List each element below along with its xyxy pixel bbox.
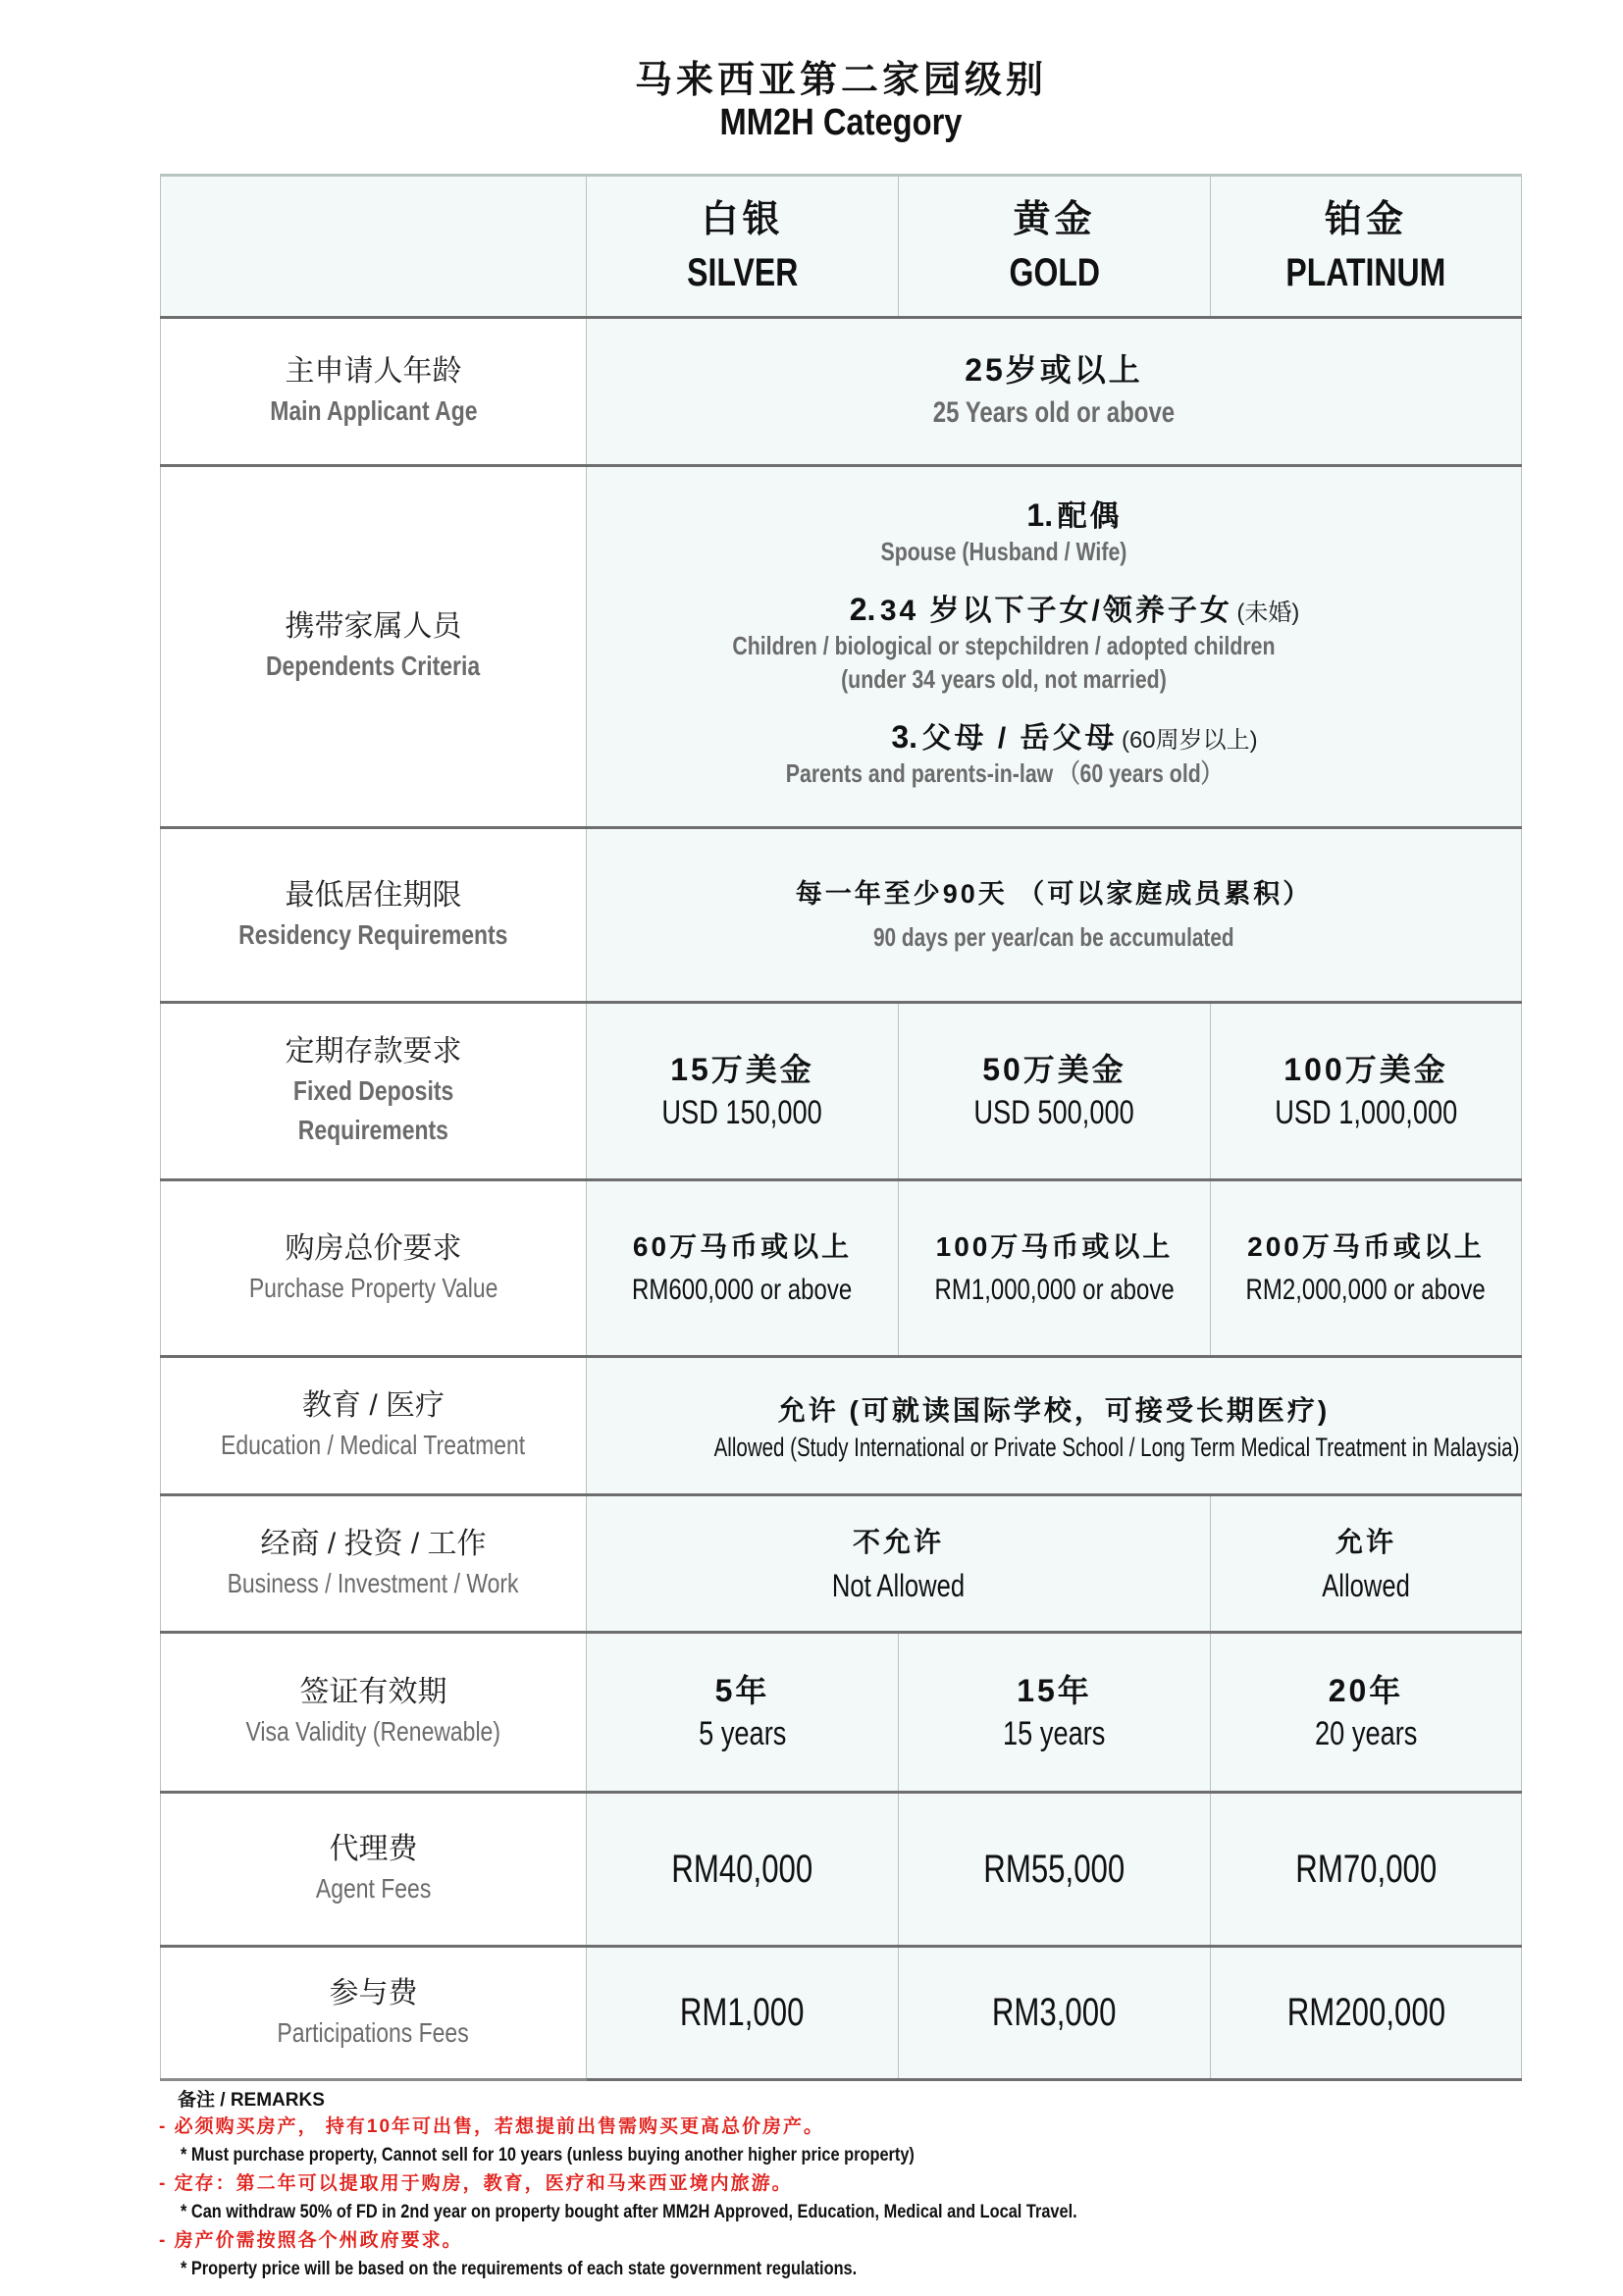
remark-zh: - 必须购买房产， 持有10年可出售，若想提前出售需购买更高总价房产。	[159, 2116, 825, 2137]
label-zh: 最低居住期限	[285, 878, 462, 912]
row-label	[161, 1947, 587, 2080]
dependents-list	[587, 466, 1522, 828]
table-row-visa	[161, 1633, 1522, 1793]
table-header-row	[161, 176, 1522, 318]
tier-name-en: PLATINUM	[1285, 251, 1446, 294]
label-zh: 参与费	[329, 1976, 418, 2009]
list-item: 1. 配偶 Spouse (Husband / Wife)	[880, 497, 1127, 566]
property-platinum: 200万马币或以上 RM2,000,000 or above	[1211, 1180, 1522, 1357]
tier-name-zh: 铂金	[1324, 199, 1407, 240]
table-row-agent-fees	[161, 1793, 1522, 1947]
label-zh: 经商 / 投资 / 工作	[260, 1527, 487, 1560]
label-en: Participations Fees	[277, 2016, 470, 2048]
table-row-participation-fees	[161, 1947, 1522, 2080]
participation-fee-silver: RM1,000	[587, 1947, 899, 2080]
participation-fee-platinum: RM200,000	[1211, 1947, 1522, 2080]
visa-platinum: 20年 20 years	[1211, 1633, 1522, 1793]
row-label	[161, 1793, 587, 1947]
age-value	[587, 318, 1522, 466]
fd-platinum: 100万美金 USD 1,000,000	[1211, 1003, 1522, 1180]
label-en: Agent Fees	[315, 1873, 432, 1904]
visa-gold: 15年 15 years	[899, 1633, 1211, 1793]
table-row-business	[161, 1495, 1522, 1633]
agent-fee-platinum: RM70,000	[1211, 1793, 1522, 1947]
table-row-education	[161, 1357, 1522, 1495]
property-gold: 100万马币或以上 RM1,000,000 or above	[899, 1180, 1211, 1357]
label-en: Business / Investment / Work	[228, 1567, 519, 1598]
row-label	[161, 466, 587, 828]
education-value	[587, 1357, 1522, 1495]
row-label	[161, 1180, 587, 1357]
residency-value	[587, 828, 1522, 1003]
visa-silver: 5年 5 years	[587, 1633, 899, 1793]
label-en: Requirements	[297, 1115, 449, 1145]
label-zh: 代理费	[329, 1833, 418, 1865]
row-label	[161, 1003, 587, 1180]
remark-en: * Must purchase property, Cannot sell for 10 years (unless buying another higher price property)	[181, 2145, 915, 2166]
tier-header-platinum	[1211, 176, 1522, 318]
row-label	[161, 1633, 587, 1793]
label-en: Visa Validity (Renewable)	[245, 1716, 501, 1747]
label-en: Dependents Criteria	[266, 651, 481, 681]
page-title-en: MM2H Category	[719, 102, 963, 143]
remarks-section	[159, 2088, 1450, 2284]
tier-name-en: SILVER	[686, 251, 799, 294]
row-label	[161, 1357, 587, 1495]
remark-zh: - 定存：第二年可以提取用于购房，教育，医疗和马来西亚境内旅游。	[159, 2173, 793, 2194]
mm2h-category-table	[160, 174, 1522, 2081]
label-en: Fixed Deposits	[292, 1075, 454, 1106]
table-row-dependents	[161, 466, 1522, 828]
business-platinum: 允许 Allowed	[1211, 1495, 1522, 1633]
remark-en: * Property price will be based on the requirements of each state government regulations.	[181, 2259, 858, 2279]
label-zh: 主申请人年龄	[285, 355, 462, 388]
row-label	[161, 318, 587, 466]
participation-fee-gold: RM3,000	[899, 1947, 1211, 2080]
property-silver: 60万马币或以上 RM600,000 or above	[587, 1180, 899, 1357]
tier-header-silver	[587, 176, 899, 318]
label-en: Purchase Property Value	[248, 1272, 498, 1303]
label-en: Residency Requirements	[238, 918, 508, 950]
fd-gold: 50万美金 USD 500,000	[899, 1003, 1211, 1180]
value-zh: 每一年至少90天 （可以家庭成员累积）	[795, 878, 1313, 909]
value-en: 90 days per year/can be accumulated	[873, 921, 1234, 952]
table-row-residency	[161, 828, 1522, 1003]
remark-zh: - 房产价需按照各个州政府要求。	[159, 2230, 463, 2251]
business-silver-gold: 不允许 Not Allowed	[587, 1495, 1211, 1633]
agent-fee-silver: RM40,000	[587, 1793, 899, 1947]
label-en: Education / Medical Treatment	[221, 1430, 526, 1460]
label-zh: 携带家属人员	[285, 610, 462, 643]
table-row-fixed-deposit	[161, 1003, 1522, 1180]
tier-name-zh: 黄金	[1013, 199, 1096, 240]
remark-en: * Can withdraw 50% of FD in 2nd year on property bought after MM2H Approved, Education, Medical and Local Travel.	[181, 2202, 1077, 2222]
header-empty-cell	[161, 176, 587, 318]
value-zh: 25岁或以上	[965, 352, 1143, 388]
row-label	[161, 1495, 587, 1633]
label-zh: 签证有效期	[299, 1676, 447, 1708]
table-row-age	[161, 318, 1522, 466]
remarks-heading: 备注 / REMARKS	[178, 2090, 325, 2111]
value-zh: 允许 (可就读国际学校，可接受长期医疗)	[777, 1394, 1331, 1426]
label-zh: 教育 / 医疗	[301, 1389, 445, 1422]
value-en: Allowed (Study International or Private School / Long Term Medical Treatment in Malaysia)	[713, 1432, 1520, 1462]
page-title-zh: 马来西亚第二家园级别	[634, 60, 1047, 101]
agent-fee-gold: RM55,000	[899, 1793, 1211, 1947]
tier-name-en: GOLD	[1009, 251, 1100, 294]
table-row-property	[161, 1180, 1522, 1357]
label-zh: 购房总价要求	[285, 1231, 462, 1265]
label-zh: 定期存款要求	[285, 1035, 462, 1068]
list-item: 3. 父母 / 岳父母 (60周岁以上) Parents and parents-in-law （60 years old）	[785, 719, 1258, 788]
list-item: 2. 34 岁以下子女/领养子女 (未婚) Children / biological or stepchildren / adopted children (under 34 years old, not married)	[732, 592, 1300, 694]
label-en: Main Applicant Age	[269, 395, 478, 426]
tier-name-zh: 白银	[701, 199, 784, 240]
fd-silver: 15万美金 USD 150,000	[587, 1003, 899, 1180]
value-en: 25 Years old or above	[932, 396, 1176, 429]
tier-header-gold	[899, 176, 1211, 318]
row-label	[161, 828, 587, 1003]
